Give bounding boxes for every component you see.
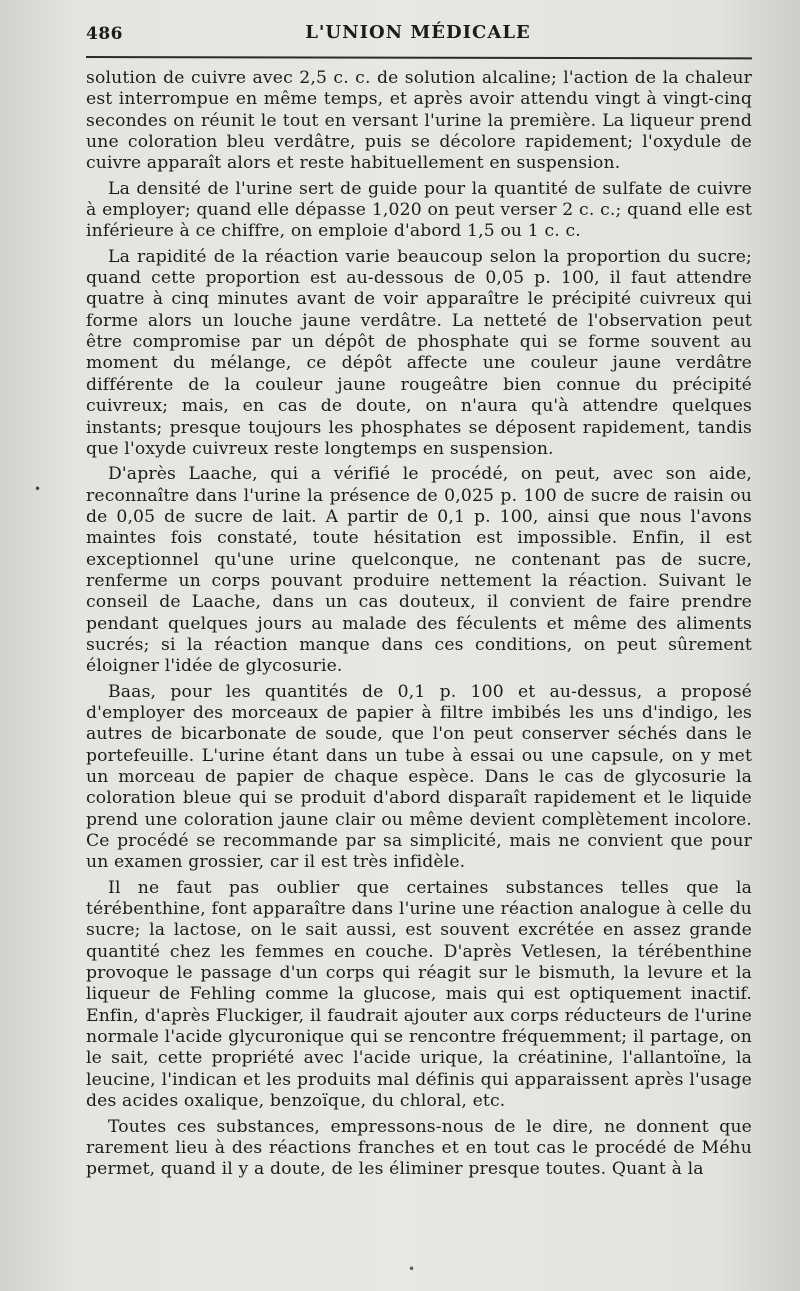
paragraph-density: La densité de l'urine sert de guide pour la quantité de sulfate de cuivre à employer; quand elle dépasse 1,020 on peut verser 2 c. c.; quand elle est inférieure à ce chiffre, on emploie d'abord 1,5 ou 1 c. c.	[86, 178, 752, 242]
paragraph-substances: Il ne faut pas oublier que certaines substances telles que la térébenthine, font apparaître dans l'urine une réaction analogue à celle du sucre; la lactose, on le sait aussi, est souvent excrétée en assez grande quantité chez les femmes en couche. D'après Vetlesen, la térébenthine provoque le passage d'un corps qui réagit sur le bismuth, la levure et la liqueur de Fehling comme la glucose, mais qui est optiquement inactif. Enfin, d'après Fluckiger, il faudrait ajouter aux corps réducteurs de l'urine normale l'acide glycuronique qui se rencontre fréquemment; il partage, on le sait, cette propriété avec l'acide urique, la créatinine, l'allantoïne, la leucine, l'indican et les produits mal définis qui apparaissent après l'usage des acides oxalique, benzoïque, du chloral, etc.	[86, 877, 752, 1112]
paragraph-laache: D'après Laache, qui a vérifié le procédé, on peut, avec son aide, reconnaître dans l'urine la présence de 0,025 p. 100 de sucre de raisin ou de 0,05 de sucre de lait. A partir de 0,1 p. 100, ainsi que nous l'avons maintes fois constaté, toute hésitation est impossible. Enfin, il est exceptionnel qu'une urine quelconque, ne contenant pas de sucre, renferme un corps pouvant produire nettement la réaction. Suivant le conseil de Laache, dans un cas douteux, il convient de faire prendre pendant quelques jours au malade des féculents et même des aliments sucrés; si la réaction manque dans ces conditions, on peut sûrement éloigner l'idée de glycosurie.	[86, 464, 752, 677]
paragraph-reaction-speed: La rapidité de la réaction varie beaucoup selon la proportion du sucre; quand cette proportion est au-dessous de 0,05 p. 100, il faut attendre quatre à cinq minutes avant de voir apparaître le précipité cuivreux qui forme alors un louche jaune verdâtre. La netteté de l'observation peut être compromise par un dépôt de phosphate qui se forme souvent au moment du mélange, ce dépôt affecte une couleur jaune verdâtre différente de la couleur jaune rougeâtre bien connue du précipité cuivreux; mais, en cas de doute, on n'aura qu'à attendre quelques instants; presque toujours les phosphates se déposent rapidement, tandis que l'oxyde cuivreux reste longtemps en suspension.	[86, 246, 752, 459]
paragraph-conclusion: Toutes ces substances, empressons-nous de le dire, ne donnent que rarement lieu à des réactions franches et en tout cas le procédé de Méhu permet, quand il y a doute, de les éliminer presque toutes. Quant à la	[86, 1116, 752, 1180]
page-number: 486	[86, 24, 123, 44]
paragraph-baas: Baas, pour les quantités de 0,1 p. 100 et au-dessus, a proposé d'employer des morceaux de papier à filtre imbibés les uns d'indigo, les autres de bicarbonate de soude, que l'on peut conserver séchés dans le portefeuille. L'urine étant dans un tube à essai ou une capsule, on y met un morceau de papier de chaque espèce. Dans le cas de glycosurie la coloration bleue qui se produit d'abord disparaît rapidement et le liquide prend une coloration jaune clair ou même devient complètement incolore. Ce procédé se recommande par sa simplicité, mais ne convient que pour un examen grossier, car il est très infidèle.	[86, 681, 752, 873]
body-text	[86, 68, 752, 1185]
margin-speck: •	[34, 482, 42, 496]
paragraph-continued: solution de cuivre avec 2,5 c. c. de solution alcaline; l'action de la chaleur est interrompue en même temps, et après avoir attendu vingt à vingt-cinq secondes on réunit le tout en versant l'urine la première. La liqueur prend une coloration bleu verdâtre, puis se décolore rapidement; l'oxydule de cuivre apparaît alors et reste habituellement en suspension.	[86, 68, 752, 174]
running-title: L'UNION MÉDICALE	[305, 22, 531, 43]
bottom-speck: •	[408, 1262, 416, 1276]
page-header	[86, 20, 750, 48]
header-rule	[86, 56, 752, 59]
